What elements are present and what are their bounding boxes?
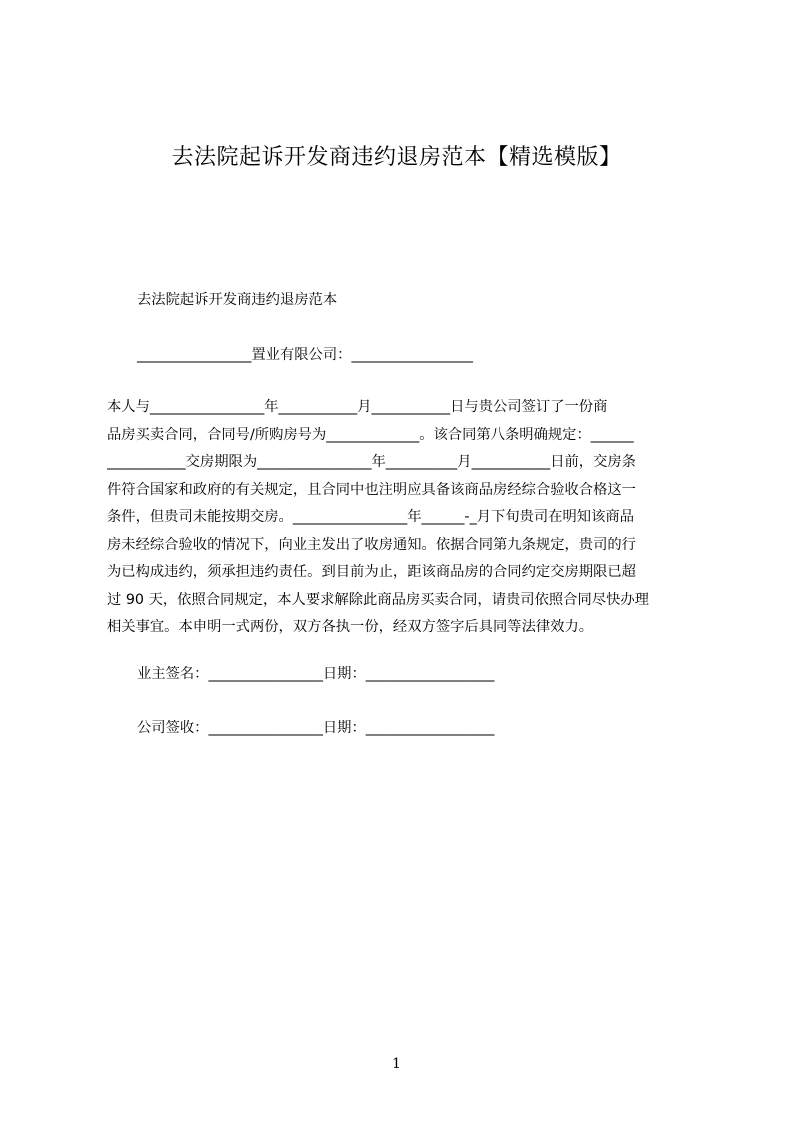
body-line: 过 90 天，依照合同规定，本人要求解除此商品房买卖合同，请贵司依照合同尽快办理 — [107, 591, 649, 608]
owner-signature-line: 业主签名：________________日期：__________________ — [137, 666, 495, 682]
body-line: 相关事宜。本申明一式两份，双方各执一份，经双方签字后具同等法律效力。 — [107, 619, 594, 635]
body-line: ___________交房期限为________________年__________月___________日前，交房条 — [107, 454, 636, 470]
section-heading: 去法院起诉开发商违约退房范本 — [137, 292, 338, 308]
company-receipt-line: 公司签收：________________日期：__________________ — [137, 720, 495, 736]
body-line: 为已构成违约，须承担违约责任。到目前为止，距该商品房的合同约定交房期限已超 — [107, 564, 636, 580]
addressee-line: ________________置业有限公司：_________________ — [137, 347, 473, 363]
body-line: 条件，但贵司未能按期交房。________________年______-_月下旬贵司在明知该商品 — [107, 509, 634, 525]
body-line: 房未经综合验收的情况下，向业主发出了收房通知。依据合同第九条规定，贵司的行 — [107, 536, 636, 553]
body-line: 件符合国家和政府的有关规定，且合同中也注明应具备该商品房经综合验收合格这一 — [107, 481, 636, 498]
body-line: 品房买卖合同，合同号/所购房号为_____________。该合同第八条明确规定：______ — [107, 426, 634, 443]
body-line: 本人与________________年___________月___________日与贵公司签订了一份商 — [107, 399, 608, 415]
body-paragraph — [107, 397, 697, 645]
page-number: 1 — [392, 1056, 401, 1072]
document-title: 去法院起诉开发商违约退房范本【精选模版】 — [171, 145, 622, 170]
